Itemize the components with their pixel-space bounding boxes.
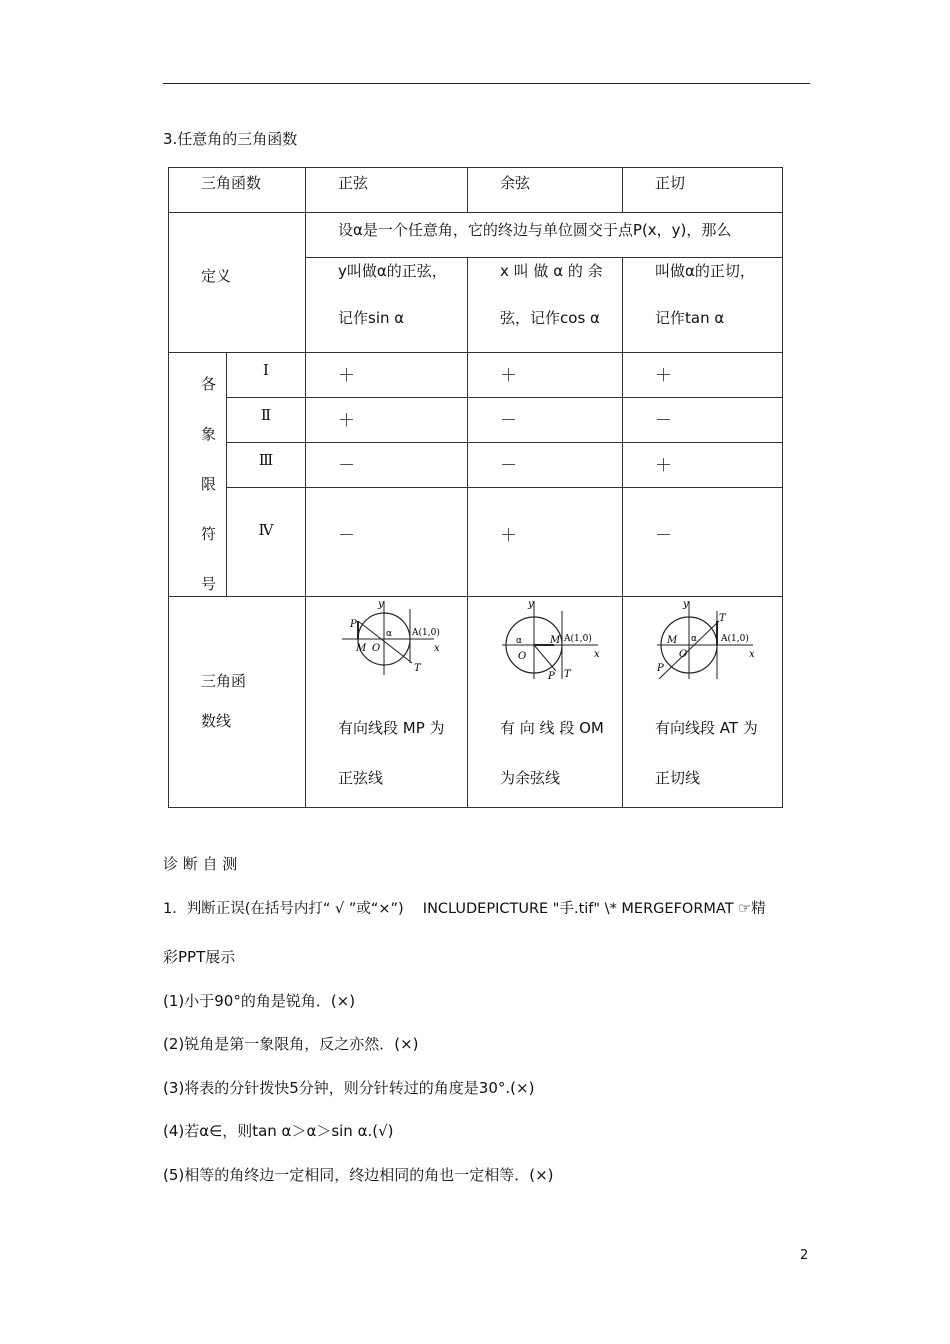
sine-line-cell: y x P M O α A(1,0) T 有向线段 MP 为 正弦线 — [306, 597, 468, 808]
point-label: P — [350, 619, 357, 630]
header-cell-sin: 正弦 — [306, 168, 468, 213]
quadrant-label: Ⅲ — [227, 443, 306, 488]
list-item: (4)若α∈，则tan α＞α＞sin α.(√) — [163, 1122, 394, 1140]
definition-cos-cell: x 叫 做 α 的 余 弦，记作cos α — [468, 258, 623, 353]
axis-label: x — [749, 649, 755, 660]
lines-label-cell: 三角函 数线 — [169, 597, 306, 808]
header-cell-tan: 正切 — [623, 168, 783, 213]
list-item: (5)相等的角终边一定相同，终边相同的角也一定相等．(×) — [163, 1166, 554, 1184]
point-label: T — [719, 613, 726, 624]
definition-tan-cell: 叫做α的正切， 记作tan α — [623, 258, 783, 353]
cosine-line-cell: y x O α M A(1,0) P T 有 向 线 段 OM 为余弦线 — [468, 597, 623, 808]
page-number: 2 — [800, 1248, 809, 1263]
point-label: P — [548, 671, 555, 681]
sign-cell: ＋ — [623, 443, 783, 488]
header-cell-function: 三角函数 — [169, 168, 306, 213]
sign-cell: ＋ — [468, 353, 623, 398]
list-item: (3)将表的分针拨快5分钟，则分针转过的角度是30°.(×) — [163, 1079, 535, 1097]
axis-label: y — [378, 599, 384, 610]
list-item: (1)小于90°的角是锐角．(×) — [163, 992, 356, 1010]
question-1-line-2: 彩PPT展示 — [163, 948, 236, 966]
cosine-line-diagram — [494, 597, 604, 681]
sign-cell: － — [623, 398, 783, 443]
header-cell-cos: 余弦 — [468, 168, 623, 213]
point-label: M — [550, 635, 561, 646]
point-label: O — [518, 651, 527, 662]
angle-label: α — [516, 636, 522, 646]
quadrant-label: Ⅰ — [227, 353, 306, 398]
header-rule — [163, 83, 810, 84]
point-label: T — [414, 663, 421, 674]
sign-cell: － — [468, 398, 623, 443]
quadrant-label: Ⅳ — [227, 488, 306, 597]
definition-label-cell: 定义 — [169, 213, 306, 353]
question-1-line-1: 1．判断正误(在括号内打“ √ ”或“×”) INCLUDEPICTURE "手.tif" \* MERGEFORMAT ☞精 — [163, 901, 766, 917]
section-title: 3.任意角的三角函数 — [163, 130, 298, 148]
definition-sin-cell: y叫做α的正弦， 记作sin α — [306, 258, 468, 353]
point-label: O — [372, 643, 381, 654]
signs-label-cell: 各 象 限 符 号 — [169, 353, 227, 597]
definition-shared-cell: 设α是一个任意角，它的终边与单位圆交于点P(x，y)，那么 — [306, 213, 783, 258]
tangent-line-cell: y x M O α T A(1,0) P 有向线段 AT 为 正切线 — [623, 597, 783, 808]
tangent-line-diagram — [649, 597, 759, 681]
angle-label: α — [386, 629, 392, 639]
sign-cell: ＋ — [468, 488, 623, 597]
point-label: A(1,0) — [721, 634, 749, 644]
point-label: M — [356, 643, 367, 654]
point-label: A(1,0) — [564, 634, 592, 644]
sine-line-diagram — [334, 597, 444, 677]
quadrant-label: Ⅱ — [227, 398, 306, 443]
sign-cell: － — [623, 488, 783, 597]
sign-cell: － — [306, 488, 468, 597]
point-label: O — [679, 649, 688, 660]
list-item: (2)锐角是第一象限角，反之亦然．(×) — [163, 1035, 419, 1053]
point-label: A(1,0) — [412, 628, 440, 638]
sign-cell: － — [306, 443, 468, 488]
sign-cell: ＋ — [623, 353, 783, 398]
axis-label: y — [528, 599, 534, 610]
point-label: T — [564, 669, 571, 680]
axis-label: y — [683, 599, 689, 610]
axis-label: x — [434, 643, 440, 654]
sign-cell: ＋ — [306, 353, 468, 398]
sign-cell: ＋ — [306, 398, 468, 443]
axis-label: x — [594, 649, 600, 660]
angle-label: α — [691, 634, 697, 644]
point-label: M — [667, 635, 678, 646]
point-label: P — [657, 663, 664, 674]
diagnosis-title: 诊 断 自 测 — [163, 855, 238, 873]
trig-function-table — [168, 167, 783, 808]
sign-cell: － — [468, 443, 623, 488]
